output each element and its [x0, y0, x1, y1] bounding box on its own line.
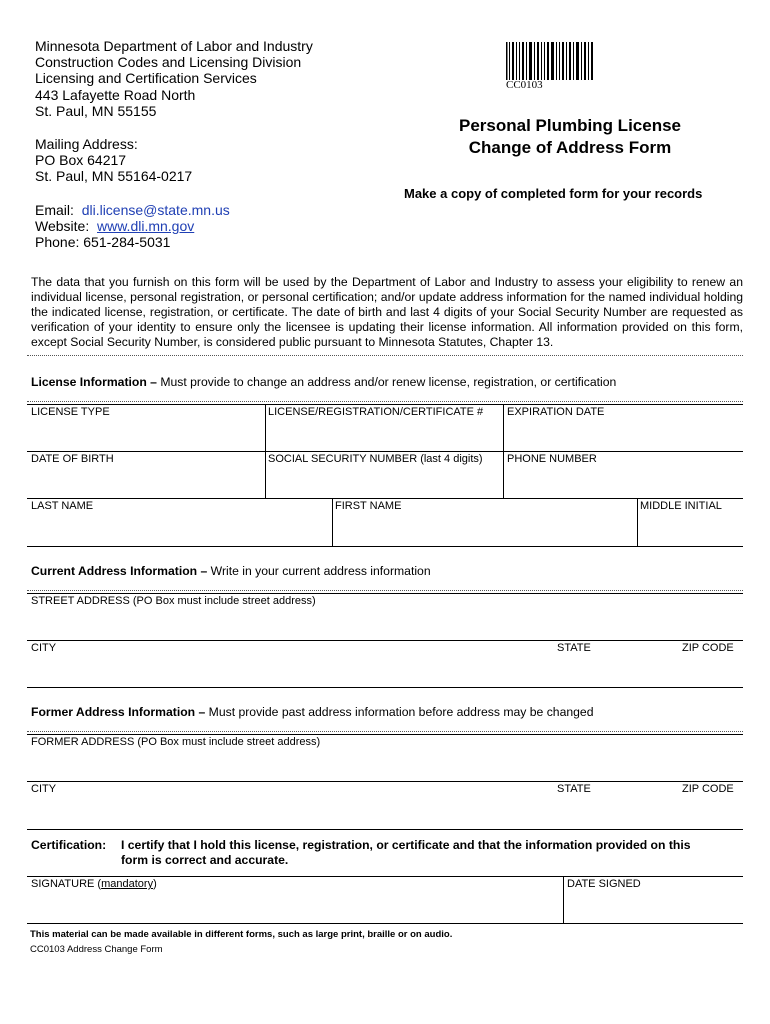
rule — [27, 404, 743, 405]
last-name-field[interactable]: LAST NAME — [31, 500, 94, 512]
former-address-title: Former Address Information – — [31, 705, 206, 719]
current-address-note: Write in your current address information — [207, 564, 431, 578]
form-id: CC0103 Address Change Form — [30, 944, 163, 955]
state-field[interactable]: STATE — [557, 642, 591, 654]
cell-border — [637, 498, 638, 546]
rule — [27, 498, 743, 499]
license-type-field[interactable]: LICENSE TYPE — [31, 406, 110, 418]
copy-note: Make a copy of completed form for your records — [404, 186, 703, 201]
former-address-note: Must provide past address information before address may be changed — [205, 705, 594, 719]
mailing-line: PO Box 64217 — [35, 152, 127, 169]
barcode — [506, 42, 594, 80]
former-address-heading — [31, 705, 593, 719]
rule — [27, 640, 743, 641]
mailing-line: St. Paul, MN 55164-0217 — [35, 168, 193, 185]
former-zip-code-field[interactable]: ZIP CODE — [682, 783, 734, 795]
license-section-heading — [31, 375, 616, 389]
agency-address-block — [35, 38, 313, 250]
first-name-field[interactable]: FIRST NAME — [335, 500, 402, 512]
rule — [27, 451, 743, 452]
website-link[interactable]: www.dli.mn.gov — [97, 217, 195, 234]
former-state-field[interactable]: STATE — [557, 783, 591, 795]
email-row — [35, 202, 313, 218]
agency-line: St. Paul, MN 55155 — [35, 102, 157, 119]
cell-border — [503, 404, 504, 498]
agency-line: Licensing and Certification Services — [35, 70, 257, 87]
city-field[interactable]: CITY — [31, 642, 57, 654]
date-signed-field[interactable]: DATE SIGNED — [567, 878, 641, 890]
website-row — [35, 218, 313, 234]
phone-number-field[interactable]: PHONE NUMBER — [507, 453, 597, 465]
signature-mandatory-note: mandatory — [101, 878, 154, 890]
title-line-1: Personal Plumbing License — [458, 116, 681, 135]
current-address-heading — [31, 564, 431, 578]
expiration-date-field[interactable]: EXPIRATION DATE — [507, 406, 605, 418]
rule — [27, 593, 743, 594]
form-title — [420, 115, 720, 159]
zip-code-field[interactable]: ZIP CODE — [682, 642, 734, 654]
former-address-field[interactable]: FORMER ADDRESS (PO Box must include street address) — [31, 736, 321, 748]
rule — [27, 734, 743, 735]
cell-border — [563, 876, 564, 923]
current-address-title: Current Address Information – — [31, 564, 208, 578]
rule — [27, 781, 743, 782]
former-city-field[interactable]: CITY — [31, 783, 57, 795]
street-address-field[interactable]: STREET ADDRESS (PO Box must include street address) — [31, 595, 316, 607]
accessibility-note: This material can be made available in different forms, such as large print, braille or on audio. — [30, 929, 453, 940]
rule — [27, 687, 743, 688]
signature-field[interactable]: SIGNATURE (mandatory) — [31, 878, 157, 890]
agency-line: Minnesota Department of Labor and Industry — [35, 38, 313, 54]
license-section-note: Must provide to change an address and/or renew license, registration, or certification — [156, 375, 617, 389]
certification-statement — [31, 838, 721, 867]
middle-initial-field[interactable]: MIDDLE INITIAL — [640, 500, 722, 512]
cell-border — [332, 498, 333, 546]
email-label: Email: — [35, 201, 74, 218]
date-of-birth-field[interactable]: DATE OF BIRTH — [31, 453, 114, 465]
mailing-label: Mailing Address: — [35, 136, 138, 153]
ssn-field[interactable]: SOCIAL SECURITY NUMBER (last 4 digits) — [268, 453, 483, 465]
divider — [27, 590, 743, 591]
signature-label: SIGNATURE — [31, 878, 95, 890]
email-link[interactable]: dli.license@state.mn.us — [81, 201, 230, 218]
title-line-2: Change of Address Form — [468, 138, 672, 157]
cell-border — [265, 404, 266, 498]
divider — [27, 731, 743, 732]
license-section-title: License Information – — [31, 375, 157, 389]
certification-text-line-2: form is correct and accurate. — [121, 853, 289, 867]
agency-line: Construction Codes and Licensing Division — [35, 54, 302, 71]
rule — [27, 923, 743, 924]
rule — [27, 546, 743, 547]
privacy-notice: The data that you furnish on this form will be used by the Department of Labor and Industry to assess your eligibility to renew an individual license, personal registration, or personal certification; and/or update address information for the named individual holding the indicated license, registration, or certificate. The date of birth and last 4 digits of your Social Security Number are requested as verification of your identity to ensure only the licensee is updating their license information. All information provided on this form, except Social Security Number, is considered public pursuant to Minnesota Statutes, Chapter 13. — [31, 275, 743, 349]
divider — [27, 355, 743, 356]
divider — [27, 401, 743, 402]
rule — [27, 829, 743, 830]
website-label: Website: — [35, 217, 90, 234]
rule — [27, 876, 743, 877]
agency-line: 443 Lafayette Road North — [35, 86, 196, 103]
license-number-field[interactable]: LICENSE/REGISTRATION/CERTIFICATE # — [268, 406, 484, 418]
phone-line: Phone: 651-284-5031 — [35, 234, 171, 251]
certification-text-line-1: I certify that I hold this license, registration, or certificate and that the information provided on this — [121, 838, 691, 852]
barcode-label: CC0103 — [506, 79, 543, 91]
certification-label: Certification: — [31, 838, 107, 852]
